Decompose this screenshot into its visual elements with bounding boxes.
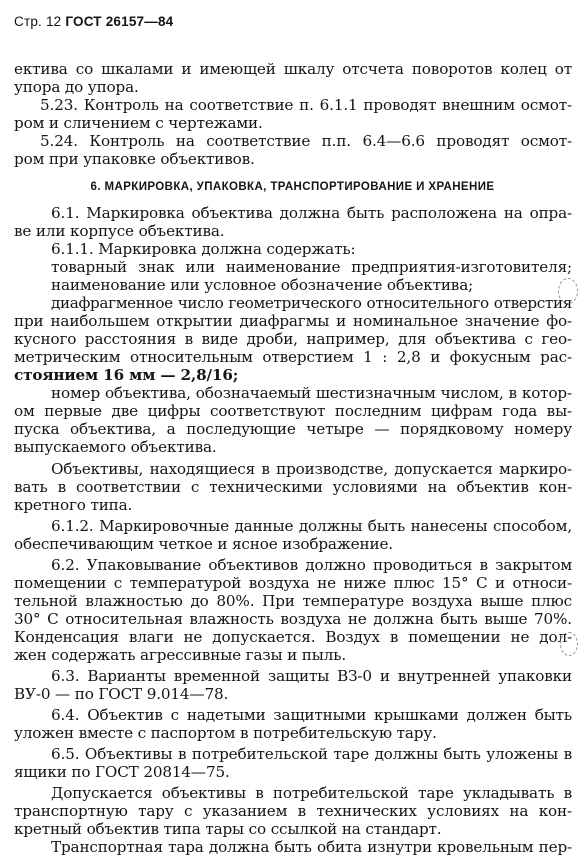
text-line: кретный объектив типа тары со ссылкой на стандарт. xyxy=(14,820,442,838)
text-line: ром при упаковке объективов. xyxy=(14,150,255,168)
text-line: 6.4. Объектив с надетыми защитными крышками должен быть xyxy=(51,706,572,724)
text-line: 6.3. Варианты временной защиты ВЗ-0 и внутренней упаковки xyxy=(51,667,572,685)
text-line: ве или корпусе объектива. xyxy=(14,222,225,240)
text-line: уложен вместе с паспортом в потребительскую тару. xyxy=(14,724,437,742)
text-line: 6.1. Маркировка объектива должна быть расположена на опра- xyxy=(51,204,572,222)
text-line: диафрагменное число геометрического относительного отверстия xyxy=(51,294,572,312)
text-line: жен содержать агрессивные газы и пыль. xyxy=(14,646,346,664)
text-line: выпускаемого объектива. xyxy=(14,438,217,456)
text-line: 6.5. Объективы в потребительской таре должны быть уложены в xyxy=(51,745,572,763)
text-line: кусного расстояния в виде дроби, например, для объектива с гео- xyxy=(14,330,572,348)
text-line: ектива со шкалами и имеющей шкалу отсчета поворотов колец от xyxy=(14,60,572,78)
text-line: Объективы, находящиеся в производстве, допускается маркиро- xyxy=(51,460,572,478)
text-line: тельной влажностью до 80%. При температуре воздуха выше плюс xyxy=(14,592,572,610)
text-line: пуска объектива, а последующие четыре — порядковому номеру xyxy=(14,420,572,438)
text-line: 6.2. Упаковывание объективов должно проводиться в закрытом xyxy=(51,556,572,574)
text-line: обеспечивающим четкое и ясное изображение. xyxy=(14,535,393,553)
text-line: ВУ-0 — по ГОСТ 9.014—78. xyxy=(14,685,229,703)
text-line: наименование или условное обозначение объектива; xyxy=(51,276,474,294)
text-line: 5.24. Контроль на соответствие п.п. 6.4—6.6 проводят осмот- xyxy=(40,132,572,150)
text-line: Конденсация влаги не допускается. Воздух в помещении не дол- xyxy=(14,628,572,646)
text-line: ом первые две цифры соответствуют последним цифрам года вы- xyxy=(14,402,572,420)
text-line: Транспортная тара должна быть обита изнутри кровельным пер- xyxy=(51,838,572,856)
text-line: при наибольшем открытии диафрагмы и номинальное значение фо- xyxy=(14,312,572,330)
text-line: помещении с температурой воздуха не ниже плюс 15° С и относи- xyxy=(14,574,572,592)
text-line: стоянием 16 мм — 2,8/16; xyxy=(14,366,239,384)
text-line: упора до упора. xyxy=(14,78,139,96)
text-line: метрическим относительным отверстием 1 : 2,8 и фокусным рас- xyxy=(14,348,572,366)
text-line: вать в соответствии с техническими условиями на объектив кон- xyxy=(14,478,572,496)
text-line: 30° С относительная влажность воздуха не должна быть выше 70%. xyxy=(14,610,572,628)
text-line: товарный знак или наименование предприятия-изготовителя; xyxy=(51,258,572,276)
scan-hole-mark xyxy=(558,278,578,304)
text-line: ящики по ГОСТ 20814—75. xyxy=(14,763,230,781)
text-line: 6.1.2. Маркировочные данные должны быть нанесены способом, xyxy=(51,517,572,535)
text-line: Допускается объективы в потребительской таре укладывать в xyxy=(51,784,572,802)
section-title: 6. МАРКИРОВКА, УПАКОВКА, ТРАНСПОРТИРОВАНИЕ И ХРАНЕНИЕ xyxy=(90,181,495,193)
text-line: ром и сличением с чертежами. xyxy=(14,114,263,132)
text-line: 5.23. Контроль на соответствие п. 6.1.1 проводят внешним осмот- xyxy=(40,96,572,114)
text-line: 6.1.1. Маркировка должна содержать: xyxy=(51,240,356,258)
standard-code: ГОСТ 26157—84 xyxy=(65,14,174,29)
page-number: Стр. 12 xyxy=(14,14,62,29)
text-line: номер объектива, обозначаемый шестизначным числом, в котор- xyxy=(51,384,572,402)
text-line: кретного типа. xyxy=(14,496,133,514)
text-line: транспортную тару с указанием в технических условиях на кон- xyxy=(14,802,572,820)
scan-hole-mark xyxy=(560,632,578,656)
page-header xyxy=(14,14,173,29)
